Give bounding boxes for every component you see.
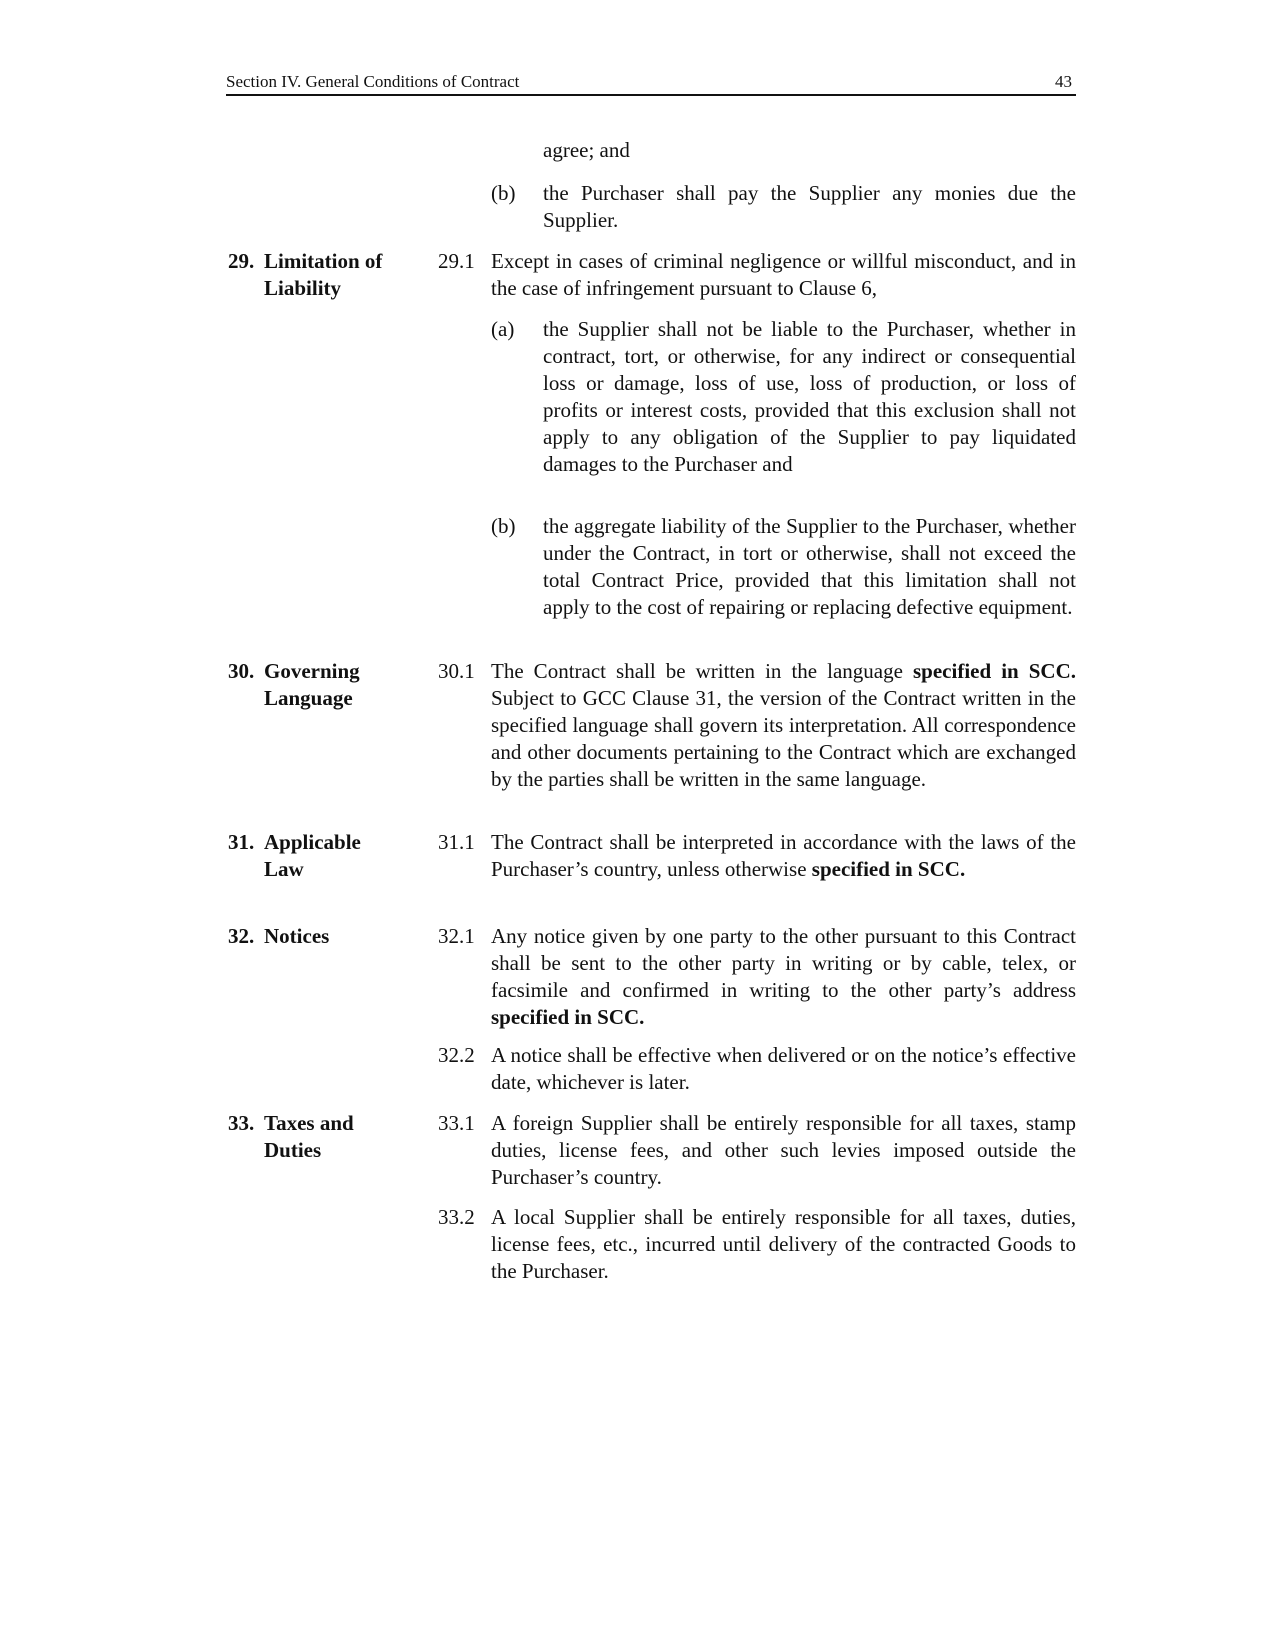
- item-letter: (b): [491, 181, 516, 205]
- clause-heading: 29. Limitation of Liability: [228, 249, 383, 300]
- section-title: Section IV. General Conditions of Contract: [226, 72, 520, 91]
- clause-heading: 33. Taxes and Duties: [228, 1111, 354, 1162]
- clause-heading: 32. Notices: [228, 924, 330, 948]
- subclause-text: The Contract shall be interpreted in accordance with the laws of the Purchaser’s country, unless otherwise specified in SCC.: [491, 830, 1076, 881]
- subclause-text: The Contract shall be written in the language specified in SCC. Subject to GCC Clause 31, the version of the Contract written in the specified language shall govern its interpretation. All correspondence and other documents pertaining to the Contract which are exchanged by the parties shall be written in the same language.: [491, 659, 1076, 791]
- item-text: the Purchaser shall pay the Supplier any monies due the Supplier.: [543, 181, 1076, 232]
- page-header: [226, 70, 1076, 96]
- clause-heading: 31. Applicable Law: [228, 830, 361, 881]
- subclause-text: Except in cases of criminal negligence or willful misconduct, and in the case of infringement pursuant to Clause 6,: [491, 249, 1076, 300]
- page-number: 43: [1055, 72, 1072, 91]
- subclause-number: 29.1: [438, 249, 475, 273]
- clause-heading: 30. Governing Language: [228, 659, 360, 710]
- subclause-text: Any notice given by one party to the other pursuant to this Contract shall be sent to the other party in writing or by cable, telex, or facsimile and confirmed in writing to the other party’s address specified in SCC.: [491, 924, 1076, 1029]
